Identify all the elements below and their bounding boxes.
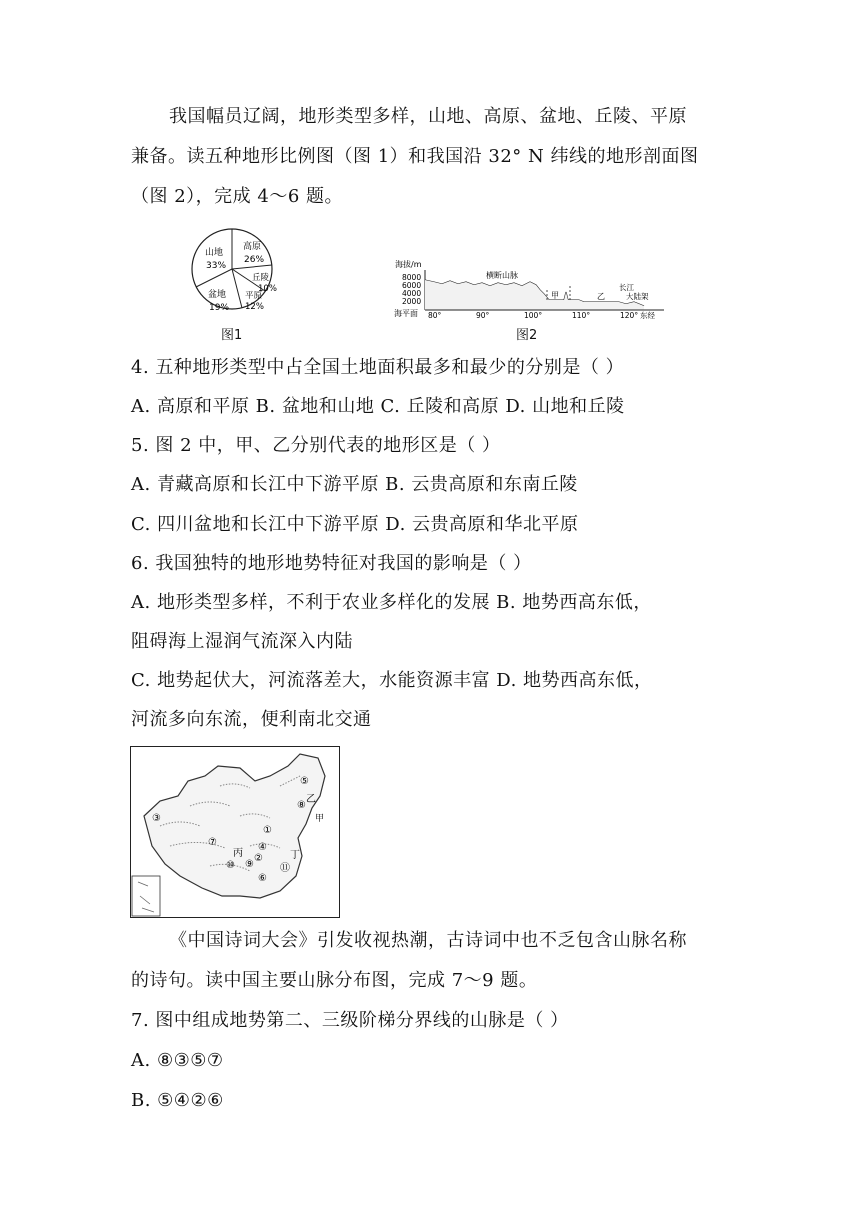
map-label-yi: 乙 xyxy=(306,794,316,805)
question-4-options: A. 高原和平原 B. 盆地和山地 C. 丘陵和高原 D. 山地和丘陵 xyxy=(131,396,625,417)
profile-label-mountain: 横断山脉 xyxy=(486,271,518,280)
pie-pct-basin: 19% xyxy=(209,303,230,313)
pie-pct-mountain: 33% xyxy=(206,261,227,271)
map-label-5: ⑤ xyxy=(300,776,309,787)
map-label-9: ⑨ xyxy=(245,859,254,870)
map-label-7: ⑦ xyxy=(208,837,217,848)
profile-xtick-80: 80° xyxy=(428,311,442,320)
profile-label-changjiang: 长江 xyxy=(619,283,634,292)
map-label-2: ② xyxy=(254,853,263,864)
pie-label-basin: 盆地 xyxy=(208,290,227,300)
profile-xtick-110: 110° xyxy=(572,311,591,320)
profile-label-yi: 乙 xyxy=(597,292,605,301)
question-6-stem: 6. 我国独特的地形地势特征对我国的影响是（ ） xyxy=(131,553,532,574)
map-label-3: ③ xyxy=(152,813,161,824)
profile-sea-level-label: 海平面 xyxy=(394,309,418,318)
intro-line-3: （图 2），完成 4～6 题。 xyxy=(131,186,344,207)
map-south-sea-inset xyxy=(132,876,160,916)
map-label-10: ⑩ xyxy=(226,860,235,871)
question-7-option-a: A. ⑧③⑤⑦ xyxy=(131,1050,224,1071)
profile-ytick-6000: 6000 xyxy=(402,281,422,290)
map-label-bing: 丙 xyxy=(233,848,243,859)
profile-ytick-4000: 4000 xyxy=(402,289,422,298)
map-label-4: ④ xyxy=(258,842,267,853)
intro-line-2: 兼备。读五种地形比例图（图 1）和我国沿 32° N 纬线的地形剖面图 xyxy=(131,146,699,167)
question-6-line-4: 河流多向东流，便利南北交通 xyxy=(131,709,372,730)
map-label-ding: 丁 xyxy=(290,850,300,861)
map-label-1: ① xyxy=(263,825,272,836)
intro-line-1: 我国幅员辽阔，地形类型多样，山地、高原、盆地、丘陵、平原 xyxy=(169,106,687,127)
figure-1-caption: 图1 xyxy=(221,328,243,343)
question-5-options-cd: C. 四川盆地和长江中下游平原 D. 云贵高原和华北平原 xyxy=(131,514,579,535)
profile-ylabel: 海拔/m xyxy=(395,260,422,269)
profile-ytick-2000: 2000 xyxy=(402,297,422,306)
profile-xtick-90: 90° xyxy=(476,311,490,320)
pie-label-plain: 平原 xyxy=(245,291,263,301)
question-6-line-1: A. 地形类型多样，不利于农业多样化的发展 B. 地势西高东低， xyxy=(131,592,652,613)
pie-label-mountain: 山地 xyxy=(205,248,224,258)
intro2-line-1: 《中国诗词大会》引发收视热潮，古诗词中也不乏包含山脉名称 xyxy=(169,930,687,951)
question-6-line-2: 阻碍海上湿润气流深入内陆 xyxy=(131,631,353,652)
question-7-stem: 7. 图中组成地势第二、三级阶梯分界线的山脉是（ ） xyxy=(131,1010,569,1031)
map-label-8: ⑧ xyxy=(297,800,306,811)
pie-pct-plateau: 26% xyxy=(244,255,265,265)
pie-label-plateau: 高原 xyxy=(243,242,262,252)
profile-xtick-100: 100° xyxy=(524,311,543,320)
pie-label-hills: 丘陵 xyxy=(252,273,270,283)
question-4-stem: 4. 五种地形类型中占全国土地面积最多和最少的分别是（ ） xyxy=(131,357,625,378)
map-label-6: ⑥ xyxy=(258,873,267,884)
intro2-line-2: 的诗句。读中国主要山脉分布图，完成 7～9 题。 xyxy=(131,970,538,991)
profile-xunit: 东经 xyxy=(640,311,655,320)
question-6-line-3: C. 地势起伏大，河流落差大，水能资源丰富 D. 地势西高东低， xyxy=(131,670,653,691)
figure-2-caption: 图2 xyxy=(516,328,538,343)
question-5-options-ab: A. 青藏高原和长江中下游平原 B. 云贵高原和东南丘陵 xyxy=(131,474,578,495)
china-mountains-map xyxy=(130,746,340,918)
figure-1-pie-chart xyxy=(190,225,277,323)
pie-pct-hills: 10% xyxy=(258,284,277,294)
profile-label-shelf: 大陆架 xyxy=(626,292,649,301)
question-5-stem: 5. 图 2 中，甲、乙分别代表的地形区是（ ） xyxy=(131,435,501,456)
pie-pct-plain: 12% xyxy=(245,302,264,312)
profile-ytick-8000: 8000 xyxy=(402,273,422,282)
question-7-option-b: B. ⑤④②⑥ xyxy=(131,1090,224,1111)
profile-label-jia: 甲 xyxy=(551,291,559,300)
figure-2-terrain-profile xyxy=(394,256,674,322)
profile-xtick-120: 120° xyxy=(620,311,639,320)
map-label-jia: 甲 xyxy=(315,814,325,824)
map-label-11: ⑪ xyxy=(280,863,290,874)
